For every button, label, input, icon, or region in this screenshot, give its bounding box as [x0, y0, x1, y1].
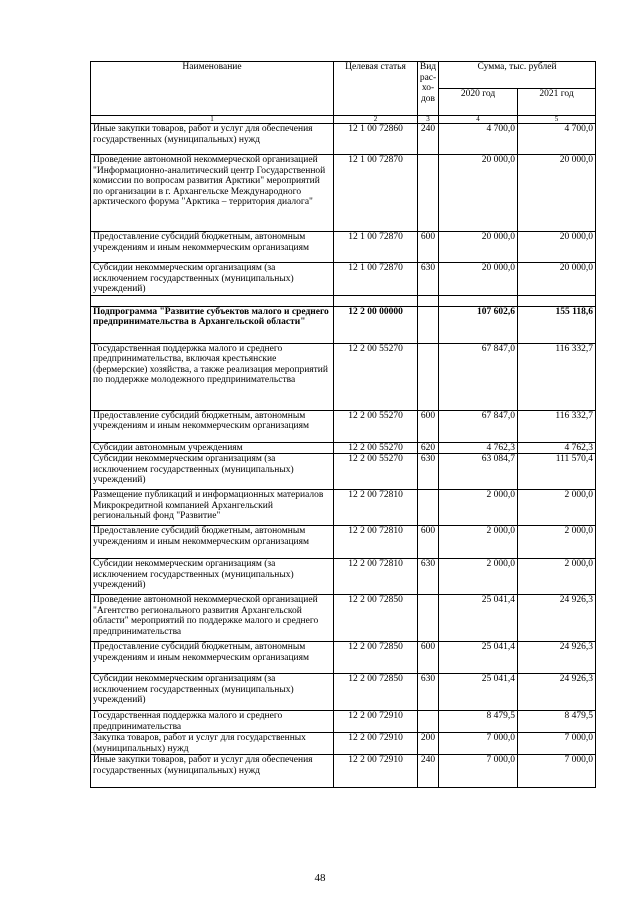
row-2021: 111 570,4: [518, 454, 596, 490]
table-row: [91, 490, 596, 526]
row-target: 12 2 00 72910: [334, 711, 418, 733]
row-2020: 8 479,5: [439, 711, 518, 733]
row-target: 12 2 00 72810: [334, 490, 418, 526]
row-2020: 20 000,0: [439, 232, 518, 263]
row-name: Государственная поддержка малого и среднего предпринимательства: [91, 711, 334, 733]
col-num-5: 5: [518, 116, 596, 124]
row-2021: 2 000,0: [518, 559, 596, 595]
row-2021: 2 000,0: [518, 490, 596, 526]
row-name: Проведение автономной некоммерческой организацией "Информационно-аналитический центр Государственной комиссии по вопросам развития Арктики" мероприятий по организации в г. Архангельске Международного арктического форума "Арктика – территория диалога": [91, 155, 334, 232]
row-target: 12 2 00 72850: [334, 642, 418, 674]
col-num-3: 3: [418, 116, 439, 124]
table-row: [91, 755, 596, 788]
row-kind: 630: [418, 263, 439, 296]
header-name: Наименование: [91, 62, 334, 116]
header-target: Целевая статья: [334, 62, 418, 116]
row-name: Предоставление субсидий бюджетным, автономным учреждениям и иным некоммерческим организациям: [91, 526, 334, 559]
row-kind: 600: [418, 232, 439, 263]
row-target: 12 2 00 72850: [334, 674, 418, 711]
row-2021: 8 479,5: [518, 711, 596, 733]
page-number: 48: [314, 872, 326, 884]
row-name: Предоставление субсидий бюджетным, автономным учреждениям и иным некоммерческим организациям: [91, 232, 334, 263]
row-target: 12 2 00 55270: [334, 343, 418, 410]
row-kind: 620: [418, 442, 439, 454]
row-2020: 63 084,7: [439, 454, 518, 490]
row-kind: 630: [418, 559, 439, 595]
row-2020: 2 000,0: [439, 526, 518, 559]
row-kind: [418, 595, 439, 642]
row-2020: 20 000,0: [439, 263, 518, 296]
row-name: Субсидии автономным учреждениям: [91, 442, 334, 454]
row-target: 12 2 00 72910: [334, 733, 418, 755]
row-kind: 630: [418, 454, 439, 490]
col-num-4: 4: [439, 116, 518, 124]
row-2020: 2 000,0: [439, 559, 518, 595]
row-target: 12 2 00 55270: [334, 442, 418, 454]
row-kind: 240: [418, 124, 439, 155]
row-2020: 7 000,0: [439, 755, 518, 788]
row-2020: 4 700,0: [439, 124, 518, 155]
row-kind: [418, 490, 439, 526]
row-kind: [418, 711, 439, 733]
row-target: 12 2 00 72910: [334, 755, 418, 788]
row-name: Подпрограмма "Развитие субъектов малого и среднего предпринимательства в Архангельской области": [91, 306, 334, 343]
header-year-2021: 2021 год: [518, 89, 596, 116]
table-row: [91, 410, 596, 442]
col-num-1: 1: [91, 116, 334, 124]
table-row: [91, 526, 596, 559]
table-row: [91, 559, 596, 595]
row-2021: 2 000,0: [518, 526, 596, 559]
row-kind: 200: [418, 733, 439, 755]
row-2020: 4 762,3: [439, 442, 518, 454]
row-2020: 67 847,0: [439, 410, 518, 442]
row-name: Субсидии некоммерческим организациям (за исключением государственных (муниципальных) учреждений): [91, 674, 334, 711]
row-name: Субсидии некоммерческим организациям (за исключением государственных (муниципальных) учреждений): [91, 454, 334, 490]
table-row: [91, 343, 596, 410]
row-name: Субсидии некоммерческим организациям (за исключением государственных (муниципальных) учреждений): [91, 263, 334, 296]
row-2021: [518, 295, 596, 306]
row-2020: 25 041,4: [439, 595, 518, 642]
row-2021: 155 118,6: [518, 306, 596, 343]
column-number-row: [91, 116, 596, 124]
table-row: [91, 442, 596, 454]
row-target: [334, 295, 418, 306]
row-kind: 600: [418, 526, 439, 559]
row-name: Государственная поддержка малого и среднего предпринимательства, включая крестьянские (фермерские) хозяйства, а также реализация мероприятий по поддержке молодежного предпринимательства: [91, 343, 334, 410]
table-row: [91, 642, 596, 674]
row-2021: 24 926,3: [518, 595, 596, 642]
row-2021: 4 700,0: [518, 124, 596, 155]
row-2021: 7 000,0: [518, 733, 596, 755]
row-name: Предоставление субсидий бюджетным, автономным учреждениям и иным некоммерческим организациям: [91, 410, 334, 442]
table-row: [91, 232, 596, 263]
table-row: [91, 733, 596, 755]
row-kind: 240: [418, 755, 439, 788]
row-2020: 7 000,0: [439, 733, 518, 755]
row-2021: 24 926,3: [518, 642, 596, 674]
table-row: [91, 306, 596, 343]
col-num-2: 2: [334, 116, 418, 124]
row-kind: [418, 155, 439, 232]
row-2020: [439, 295, 518, 306]
header-kind: Вид рас-хо-дов: [418, 62, 439, 116]
table-row: [91, 295, 596, 306]
table-row: [91, 263, 596, 296]
row-kind: 600: [418, 642, 439, 674]
row-kind: [418, 295, 439, 306]
row-name: Субсидии некоммерческим организациям (за исключением государственных (муниципальных) учреждений): [91, 559, 334, 595]
row-2021: 116 332,7: [518, 343, 596, 410]
row-kind: 600: [418, 410, 439, 442]
row-name: Проведение автономной некоммерческой организацией "Агентство регионального развития Архангельской области" мероприятий по поддержке малого и среднего предпринимательства: [91, 595, 334, 642]
row-2021: 24 926,3: [518, 674, 596, 711]
row-target: 12 1 00 72870: [334, 232, 418, 263]
budget-table: [90, 61, 596, 788]
table-row: [91, 674, 596, 711]
row-kind: [418, 306, 439, 343]
row-target: 12 2 00 55270: [334, 454, 418, 490]
row-target: 12 1 00 72870: [334, 155, 418, 232]
header-row-1: [91, 62, 596, 89]
row-target: 12 1 00 72860: [334, 124, 418, 155]
row-kind: 630: [418, 674, 439, 711]
row-2020: 2 000,0: [439, 490, 518, 526]
table-row: [91, 711, 596, 733]
row-name: Закупка товаров, работ и услуг для государственных (муниципальных) нужд: [91, 733, 334, 755]
row-name: Иные закупки товаров, работ и услуг для обеспечения государственных (муниципальных) нужд: [91, 755, 334, 788]
row-2021: 20 000,0: [518, 155, 596, 232]
header-year-2020: 2020 год: [439, 89, 518, 116]
row-2021: 20 000,0: [518, 263, 596, 296]
row-target: 12 2 00 55270: [334, 410, 418, 442]
row-2020: 107 602,6: [439, 306, 518, 343]
row-kind: [418, 343, 439, 410]
row-name: [91, 295, 334, 306]
row-2021: 116 332,7: [518, 410, 596, 442]
row-target: 12 2 00 00000: [334, 306, 418, 343]
table-row: [91, 454, 596, 490]
row-2021: 20 000,0: [518, 232, 596, 263]
table-row: [91, 124, 596, 155]
header-sum: Сумма, тыс. рублей: [439, 62, 596, 89]
row-target: 12 2 00 72850: [334, 595, 418, 642]
row-2020: 20 000,0: [439, 155, 518, 232]
row-2021: 7 000,0: [518, 755, 596, 788]
row-name: Иные закупки товаров, работ и услуг для обеспечения государственных (муниципальных) нужд: [91, 124, 334, 155]
row-name: Размещение публикаций и информационных материалов Микрокредитной компанией Архангельский региональный фонд "Развитие": [91, 490, 334, 526]
row-target: 12 2 00 72810: [334, 559, 418, 595]
row-2020: 25 041,4: [439, 674, 518, 711]
row-target: 12 2 00 72810: [334, 526, 418, 559]
row-2020: 67 847,0: [439, 343, 518, 410]
table-row: [91, 595, 596, 642]
row-2020: 25 041,4: [439, 642, 518, 674]
row-2021: 4 762,3: [518, 442, 596, 454]
row-target: 12 1 00 72870: [334, 263, 418, 296]
table-row: [91, 155, 596, 232]
row-name: Предоставление субсидий бюджетным, автономным учреждениям и иным некоммерческим организациям: [91, 642, 334, 674]
